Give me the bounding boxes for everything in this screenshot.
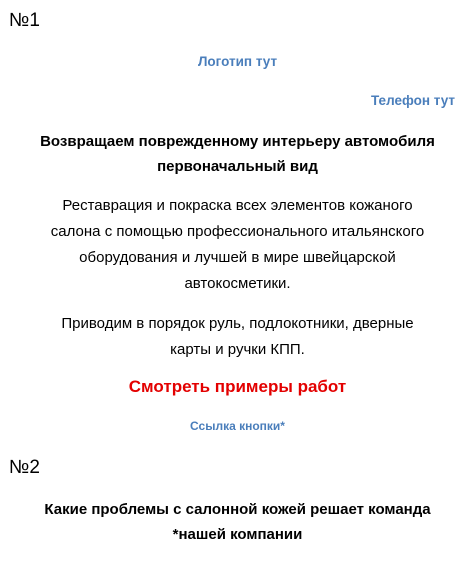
logo-placeholder: Логотип тут (197, 54, 278, 69)
section-number-2: №2 (9, 457, 40, 478)
see-examples-button[interactable]: Смотреть примеры работ (128, 377, 347, 396)
phone-placeholder: Телефон тут (370, 93, 455, 108)
button-link-note: Ссылка кнопки* (190, 419, 285, 433)
headline-line: *нашей компании (172, 526, 303, 543)
headline-line: Возвращаем поврежденному интерьеру автомобиля (40, 133, 435, 150)
description-paragraph-1 (10, 193, 465, 297)
paragraph-line: Приводим в порядок руль, подлокотники, дверные (61, 315, 414, 332)
headline-line: Какие проблемы с салонной кожей решает команда (44, 501, 431, 518)
paragraph-line: Реставрация и покраска всех элементов кожаного (62, 197, 413, 214)
paragraph-line: карты и ручки КПП. (170, 341, 305, 358)
paragraph-line: оборудования и лучшей в мире швейцарской (79, 249, 396, 266)
section-number-1: №1 (9, 10, 40, 31)
headline-line: первоначальный вид (157, 158, 318, 175)
paragraph-line: автокосметики. (184, 275, 291, 292)
main-headline (0, 129, 475, 179)
description-paragraph-2 (10, 311, 465, 363)
paragraph-line: салона с помощью профессионального итальянского (50, 223, 425, 240)
section2-headline (0, 497, 475, 547)
